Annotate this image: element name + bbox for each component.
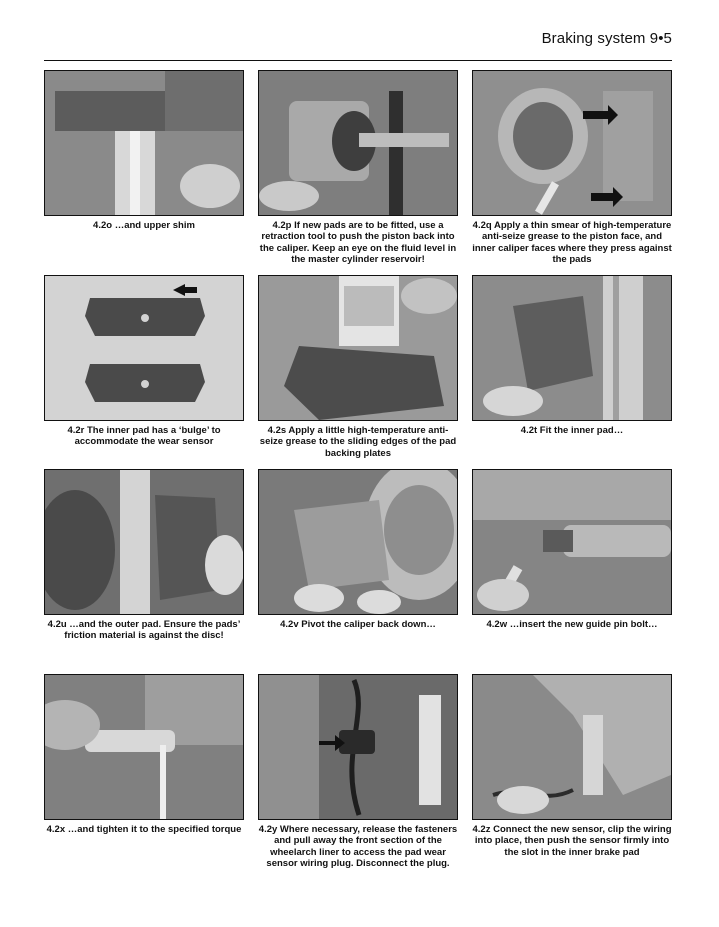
figure-caption: 4.2u …and the outer pad. Ensure the pads’ friction material is against the disc! — [47, 619, 241, 642]
header-rule — [44, 60, 672, 61]
figure-caption: 4.2q Apply a thin smear of high-temperature anti-seize grease to the piston face, and inner caliper faces where they press against the pads — [472, 220, 672, 265]
figure-4-2o — [44, 70, 244, 231]
photo-illustration — [259, 470, 457, 614]
figure-4-2w — [472, 469, 672, 630]
photo-sensor-wiring-plug — [258, 674, 458, 820]
figure-4-2x — [44, 674, 244, 835]
photo-piston-retraction — [258, 70, 458, 216]
photo-illustration — [45, 675, 243, 819]
figure-4-2p — [258, 70, 458, 265]
figure-caption: 4.2w …insert the new guide pin bolt… — [486, 619, 658, 630]
page-title: Braking system 9•5 — [541, 30, 672, 47]
figure-caption: 4.2r The inner pad has a ‘bulge’ to accommodate the wear sensor — [67, 425, 221, 448]
photo-anti-seize-piston — [472, 70, 672, 216]
photo-caliper-pivot — [258, 469, 458, 615]
figure-4-2t — [472, 275, 672, 436]
photo-illustration — [473, 470, 671, 614]
figure-caption: 4.2p If new pads are to be fitted, use a retraction tool to push the piston back into the caliper. Keep an eye on the fluid level in the master cylinder reservoir! — [259, 220, 457, 265]
photo-outer-pad — [44, 469, 244, 615]
photo-illustration — [473, 276, 671, 420]
figure-4-2r — [44, 275, 244, 448]
figure-caption: 4.2z Connect the new sensor, clip the wiring into place, then push the sensor firmly into the slot in the inner brake pad — [472, 824, 672, 858]
figure-4-2u — [44, 469, 244, 642]
figure-4-2s — [258, 275, 458, 459]
photo-grease-pad-backing — [258, 275, 458, 421]
photo-caliper-upper-shim — [44, 70, 244, 216]
figure-caption: 4.2y Where necessary, release the fasteners and pull away the front section of the wheelarch liner to access the pad wear sensor wiring plug. Disconnect the plug. — [258, 824, 458, 869]
figure-caption: 4.2x …and tighten it to the specified torque — [46, 824, 242, 835]
photo-illustration — [45, 71, 243, 215]
photo-illustration — [259, 675, 457, 819]
photo-illustration — [473, 71, 671, 215]
photo-guide-pin-bolt — [472, 469, 672, 615]
photo-illustration — [45, 276, 243, 420]
photo-illustration — [259, 71, 457, 215]
photo-torque-wrench — [44, 674, 244, 820]
photo-illustration — [473, 675, 671, 819]
figure-caption: 4.2s Apply a little high-temperature anti-seize grease to the sliding edges of the pad backing plates — [259, 425, 457, 459]
figure-4-2v — [258, 469, 458, 630]
photo-brake-pads — [44, 275, 244, 421]
figure-4-2q — [472, 70, 672, 265]
figure-caption: 4.2t Fit the inner pad… — [520, 425, 624, 436]
figure-caption: 4.2o …and upper shim — [93, 220, 195, 231]
figure-4-2y — [258, 674, 458, 869]
page-header — [44, 28, 672, 56]
figure-4-2z — [472, 674, 672, 858]
photo-fit-inner-pad — [472, 275, 672, 421]
figure-caption: 4.2v Pivot the caliper back down… — [280, 619, 436, 630]
photo-illustration — [259, 276, 457, 420]
photo-illustration — [45, 470, 243, 614]
photo-connect-sensor — [472, 674, 672, 820]
